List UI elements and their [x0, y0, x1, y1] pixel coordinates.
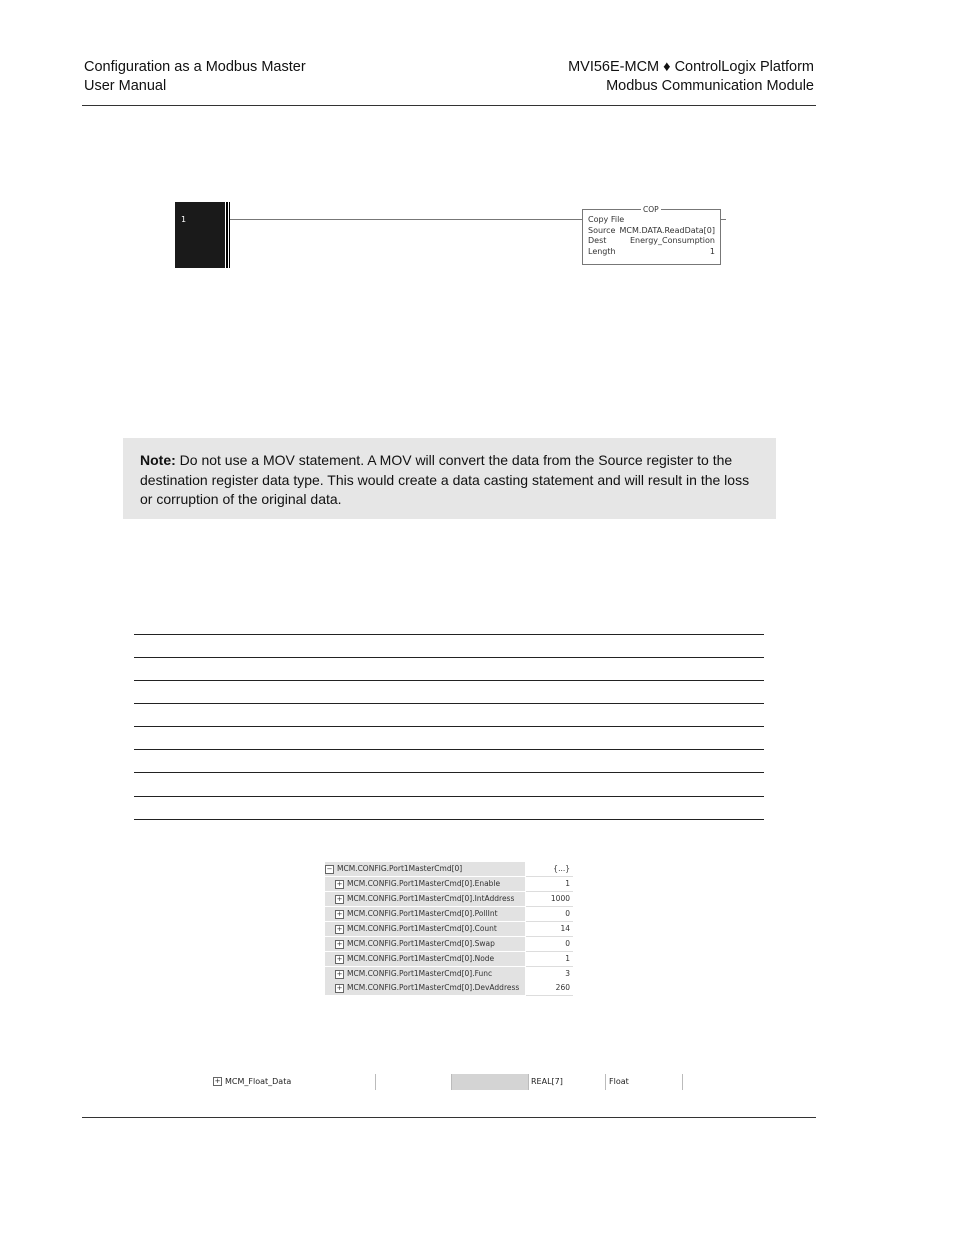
cop-length-value[interactable]: 1 [709, 247, 715, 256]
table-rule [134, 703, 764, 704]
tag-value-cell[interactable] [526, 981, 573, 996]
tag-tree [325, 862, 573, 993]
tag-value-cell[interactable] [526, 862, 573, 877]
cop-row-source[interactable] [588, 226, 715, 236]
tag-name-cell [325, 892, 525, 907]
cop-row-length[interactable] [588, 247, 715, 257]
cop-row-label: Source [588, 226, 616, 235]
cop-instruction-block[interactable] [582, 205, 721, 265]
tag-row[interactable] [325, 937, 573, 952]
header-left [84, 58, 306, 96]
tag-value: 260 [555, 983, 570, 992]
expand-icon[interactable]: + [336, 924, 343, 933]
header-section-title: Configuration as a Modbus Master [84, 59, 306, 75]
collapse-icon[interactable]: − [326, 864, 333, 873]
float-data-type: REAL[7] [531, 1077, 563, 1086]
tag-value: 0 [565, 909, 570, 918]
table-rule [134, 634, 764, 635]
tag-row-root[interactable] [325, 862, 573, 877]
expand-icon[interactable]: + [336, 939, 343, 948]
cop-row-label: Length [588, 247, 616, 256]
table-rule [134, 819, 764, 820]
note-body: Do not use a MOV statement. A MOV will convert the data from the Source register to the destination register data type. This would create a data casting statement and will result in the loss or corruption of the original data. [140, 452, 750, 507]
tag-name-cell [325, 877, 525, 892]
expand-icon[interactable]: + [336, 909, 343, 918]
cop-row-label: Copy File [588, 215, 625, 224]
header-product-subtitle: Modbus Communication Module [606, 78, 814, 94]
float-value-cell[interactable] [452, 1074, 529, 1090]
tag-value: 14 [560, 924, 570, 933]
expand-icon[interactable]: + [336, 954, 343, 963]
tag-value: 1 [565, 879, 570, 888]
table-rule [134, 726, 764, 727]
tag-value-cell[interactable] [526, 877, 573, 892]
tag-row[interactable] [325, 981, 573, 996]
rung-wire [230, 219, 582, 220]
tag-name-cell [325, 967, 525, 982]
tag-row[interactable] [325, 967, 573, 982]
tag-name-cell [325, 952, 525, 967]
cop-source-value[interactable]: MCM.DATA.ReadData[0] [619, 226, 715, 235]
float-style-cell[interactable] [606, 1074, 683, 1090]
cop-row-copy-file [588, 215, 715, 225]
float-type-cell[interactable] [529, 1074, 606, 1090]
tag-row[interactable] [325, 892, 573, 907]
table-rule [134, 749, 764, 750]
expand-icon[interactable]: + [336, 983, 343, 992]
tag-name-cell [325, 922, 525, 937]
tag-value-cell[interactable] [526, 892, 573, 907]
rung-wire-out [720, 219, 726, 220]
tag-value-cell[interactable] [526, 907, 573, 922]
float-empty-cell[interactable] [376, 1074, 452, 1090]
tag-value-cell[interactable] [526, 922, 573, 937]
tag-value: 1000 [550, 894, 570, 903]
tag-name: MCM.CONFIG.Port1MasterCmd[0].PollInt [347, 909, 498, 918]
expand-icon[interactable]: + [336, 894, 343, 903]
power-rail-inner [229, 202, 230, 268]
tag-row[interactable] [325, 952, 573, 967]
power-rail [226, 202, 228, 268]
tag-name: MCM.CONFIG.Port1MasterCmd[0].Swap [347, 939, 495, 948]
tag-name: MCM.CONFIG.Port1MasterCmd[0].Node [347, 954, 495, 963]
tag-row[interactable] [325, 877, 573, 892]
cop-dest-value[interactable]: Energy_Consumption [630, 236, 715, 245]
tag-name-cell [325, 862, 525, 877]
table-rule [134, 796, 764, 797]
expand-icon[interactable]: + [336, 879, 343, 888]
header-product-title: MVI56E-MCM ♦ ControlLogix Platform [568, 59, 814, 75]
tag-value: 3 [565, 969, 570, 978]
table-rule [134, 772, 764, 773]
tag-name: MCM.CONFIG.Port1MasterCmd[0].Enable [347, 879, 501, 888]
note-box [123, 438, 776, 519]
tag-name-cell [325, 981, 525, 996]
header-manual-label: User Manual [84, 78, 167, 94]
header-right [568, 58, 814, 96]
tag-value-cell[interactable] [526, 937, 573, 952]
cop-row-label: Dest [588, 236, 607, 245]
tag-value: 0 [565, 939, 570, 948]
float-name-cell[interactable] [213, 1074, 376, 1090]
note-text [140, 451, 765, 510]
table-rule [134, 680, 764, 681]
expand-icon[interactable]: + [214, 1077, 221, 1085]
float-data-row[interactable] [213, 1074, 683, 1090]
float-tag-name: MCM_Float_Data [225, 1077, 292, 1086]
rung-number: 1 [181, 215, 187, 224]
footer-rule [82, 1117, 816, 1118]
tag-name: MCM.CONFIG.Port1MasterCmd[0].DevAddress [347, 983, 520, 992]
tag-name-cell [325, 937, 525, 952]
tag-value-cell[interactable] [526, 967, 573, 982]
note-label: Note: [140, 452, 176, 468]
expand-icon[interactable]: + [336, 969, 343, 978]
tag-row[interactable] [325, 922, 573, 937]
tag-row[interactable] [325, 907, 573, 922]
rung-number-box[interactable] [175, 202, 225, 268]
instruction-name: COP [643, 205, 659, 214]
float-style: Float [609, 1077, 629, 1086]
tag-name: MCM.CONFIG.Port1MasterCmd[0].Count [347, 924, 497, 933]
table-rule [134, 657, 764, 658]
tag-name: MCM.CONFIG.Port1MasterCmd[0].IntAddress [347, 894, 515, 903]
header-rule [82, 105, 816, 106]
tag-name: MCM.CONFIG.Port1MasterCmd[0] [337, 864, 463, 873]
tag-name: MCM.CONFIG.Port1MasterCmd[0].Func [347, 969, 493, 978]
tag-name-cell [325, 907, 525, 922]
tag-value-cell[interactable] [526, 952, 573, 967]
tag-value: 1 [565, 954, 570, 963]
cop-row-dest[interactable] [588, 236, 715, 246]
tag-value: {...} [553, 864, 570, 873]
